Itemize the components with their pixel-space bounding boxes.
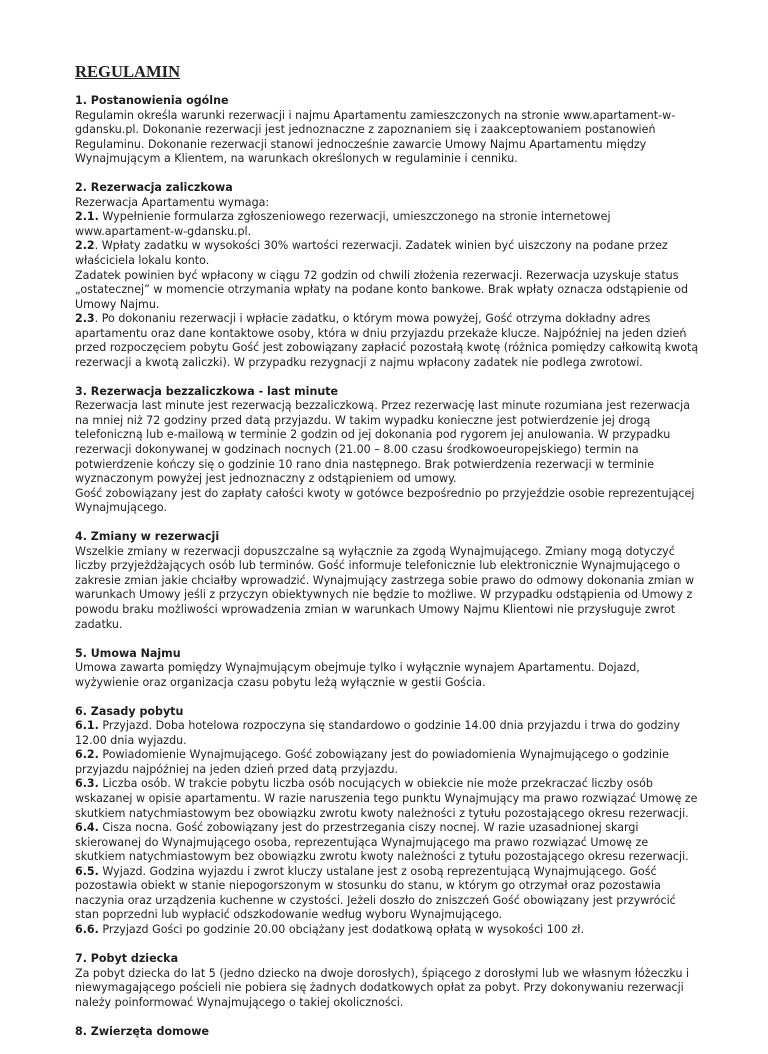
section-heading: 6. Zasady pobytu <box>75 704 184 718</box>
document-title: REGULAMIN <box>75 62 181 81</box>
section-paragraph <box>75 312 700 370</box>
section-heading: 2. Rezerwacja zaliczkowa <box>75 181 233 195</box>
section-paragraph <box>75 487 700 516</box>
section-6 <box>75 705 700 938</box>
section-paragraph <box>75 109 700 167</box>
paragraph-text: Gość zobowiązany jest do zapłaty całości kwoty w gotówce bezpośrednio po przyjeździe osobie reprezentującej Wynajmującego. <box>75 486 695 515</box>
clause-number: 6.5. <box>75 864 99 878</box>
section-8 <box>75 1025 700 1040</box>
section-3 <box>75 385 700 516</box>
paragraph-text: Regulamin określa warunki rezerwacji i najmu Apartamentu zamieszczonych na stronie www.apartament-w-gdansku.pl. Dokonanie rezerwacji jest jednoznaczne z zapoznaniem się i zaakceptowaniem postanowień Regulaminu. Dokonanie rezerwacji stanowi jednocześnie zawarcie Umowy Najmu Apartamentu między Wynajmującym a Klientem, na warunkach określonych w regulaminie i cenniku. <box>75 108 676 166</box>
section-5 <box>75 647 700 691</box>
paragraph-text: Wypełnienie formularza zgłoszeniowego rezerwacji, umieszczonego na stronie internetowej www.apartament-w-gdansku.pl. <box>75 210 611 238</box>
section-paragraph <box>75 748 700 777</box>
paragraph-text: Wszelkie zmiany w rezerwacji dopuszczalne są wyłącznie za zgodą Wynajmującego. Zmiany mogą dotyczyć liczby przyjeżdżających osób lub terminów. Gość informuje telefonicznie lub elektronicznie Wynajmującego o zakresie zmian jakie chciałby wprowadzić. Wynajmujący zastrzega sobie prawo do odmowy dokonania zmian w warunkach Umowy jeśli z przyczyn obiektywnych nie będzie to możliwe. W przypadku odstąpienia od Umowy z powodu braku możliwości wprowadzenia zmian w warunkach Umowy Najmu Klientowi nie przysługuje zwrot zadatku. <box>75 544 695 631</box>
clause-number: 6.3. <box>75 777 99 791</box>
section-7 <box>75 952 700 1010</box>
paragraph-text: Za pobyt dziecka do lat 5 (jedno dziecko na dwoje dorosłych), śpiącego z dorosłymi lub we własnym łóżeczku i niewymagającego pościeli nie pobiera się żadnych dodatkowych opłat za pobyt. Przy dokonywaniu rezerwacji należy poinformować Wynajmującego o takiej okoliczności. <box>75 966 690 1009</box>
paragraph-text: Rezerwacja Apartamentu wymaga: <box>75 195 270 209</box>
section-paragraph <box>75 821 700 865</box>
clause-number: 2.3 <box>75 312 95 326</box>
paragraph-text: Umowa zawarta pomiędzy Wynajmującym obejmuje tylko i wyłącznie wynajem Apartamentu. Dojazd, wyżywienie oraz organizacja czasu pobytu leżą wyłącznie w gestii Gościa. <box>75 661 640 689</box>
paragraph-text: Zadatek powinien być wpłacony w ciągu 72 godzin od chwili złożenia rezerwacji. Rezerwacja uzyskuje status „ostatecznej” w momencie otrzymania wpłaty na podane konto bankowe. Brak wpłaty oznacza odstąpienie od Umowy Najmu. <box>75 268 689 311</box>
paragraph-text: Cisza nocna. Gość zobowiązany jest do przestrzegania ciszy nocnej. W razie uzasadnionej skargi skierowanej do Wynajmującego osoba, reprezentująca Wynajmującego ma prawo rozwiązać Umowę ze skutkiem natychmiastowym bez obowiązku zwrotu kwoty należności z tytułu pozostającego okresu rezerwacji. <box>75 821 689 864</box>
section-4 <box>75 530 700 632</box>
section-paragraph <box>75 196 700 211</box>
section-heading: 8. Zwierzęta domowe <box>75 1024 210 1038</box>
section-heading: 5. Umowa Najmu <box>75 646 181 660</box>
paragraph-text: Przyjazd Gości po godzinie 20.00 obciążany jest dodatkową opłatą w wysokości 100 zł. <box>98 922 584 936</box>
section-heading: 1. Postanowienia ogólne <box>75 94 229 107</box>
section-paragraph <box>75 967 700 1011</box>
clause-number: 2.1. <box>75 210 99 224</box>
section-paragraph <box>75 210 700 239</box>
clause-number: 6.2. <box>75 748 99 762</box>
document-page <box>75 62 700 1054</box>
section-paragraph <box>75 777 700 821</box>
paragraph-text: . Po dokonaniu rezerwacji i wpłacie zadatku, o którym mowa powyżej, Gość otrzyma dokładny adres apartamentu oraz dane kontaktowe osoby, która w dniu przyjazdu przekaże klucze. Najpóźniej na jeden dzień przed rozpoczęciem pobytu Gość jest zobowiązany zapłacić pozostałą kwotę (różnica pomiędzy całkowitą kwotą rezerwacji a kwotą zaliczki). W przypadku rezygnacji z najmu wpłacony zadatek nie podlega zwrotowi. <box>75 312 699 369</box>
paragraph-text: Liczba osób. W trakcie pobytu liczba osób nocujących w obiekcie nie może przekraczać liczby osób wskazanej w opisie apartamentu. W razie naruszenia tego punktu Wynajmujący ma prawo rozwiązać Umowę ze skutkiem natychmiastowym bez obowiązku zwrotu kwoty należności z tytułu pozostającego okresu rezerwacji. <box>75 777 698 820</box>
paragraph-text: Przyjazd. Doba hotelowa rozpoczyna się standardowo o godzinie 14.00 dnia przyjazdu i trwa do godziny 12.00 dnia wyjazdu. <box>75 719 681 747</box>
clause-number: 6.4. <box>75 821 99 835</box>
clause-number: 2.2 <box>75 239 95 253</box>
section-heading: 3. Rezerwacja bezzaliczkowa - last minute <box>75 384 339 398</box>
paragraph-text: Powiadomienie Wynajmującego. Gość zobowiązany jest do powiadomienia Wynajmującego o godzinie przyjazdu najpóźniej na jeden dzień przed datą przyjazdu. <box>75 748 669 776</box>
paragraph-text: Rezerwacja last minute jest rezerwacją bezzaliczkową. Przez rezerwację last minute rozumiana jest rezerwacja na mniej niż 72 godziny przed datą przyjazdu. W takim wypadku konieczne jest potwierdzenie jej drogą telefoniczną lub e-mailową w terminie 2 godzin od jej dokonania pod rygorem jej anulowania. W przypadku rezerwacji dokonywanej w godzinach nocnych (21.00 – 8.00 czasu środkowoeuropejskiego) termin na potwierdzenie kończy się o godzinie 10 rano dnia następnego. Brak potwierdzenia rezerwacji w terminie wyznaczonym powyżej jest jednoznaczny z odstąpieniem od umowy. <box>75 399 691 486</box>
paragraph-text: . Wpłaty zadatku w wysokości 30% wartości rezerwacji. Zadatek winien być uiszczony na podane przez właściciela lokalu konto. <box>75 239 668 267</box>
section-paragraph <box>75 545 700 632</box>
section-paragraph <box>75 239 700 268</box>
section-heading: 4. Zmiany w rezerwacji <box>75 530 220 544</box>
section-paragraph <box>75 399 700 486</box>
section-1 <box>75 94 700 167</box>
section-paragraph <box>75 661 700 690</box>
clause-number: 6.1. <box>75 719 99 733</box>
paragraph-text: Wyjazd. Godzina wyjazdu i zwrot kluczy ustalane jest z osobą reprezentującą Wynajmującego. Gość pozostawia obiekt w stanie niepogorszonym w stosunku do stanu, w którym go otrzymał oraz pozostawia naczynia oraz urządzenia kuchenne w czystości. Jeżeli doszło do zniszczeń Gość obowiązany jest przywrócić stan poprzedni lub wypłacić odszkodowanie według wyboru Wynajmującego. <box>75 864 676 922</box>
sections-container <box>75 94 700 1039</box>
section-paragraph <box>75 719 700 748</box>
section-paragraph <box>75 269 700 313</box>
section-heading: 7. Pobyt dziecka <box>75 951 179 965</box>
clause-number: 6.6. <box>75 922 99 936</box>
section-paragraph <box>75 865 700 923</box>
section-2 <box>75 181 700 370</box>
section-paragraph <box>75 923 700 938</box>
